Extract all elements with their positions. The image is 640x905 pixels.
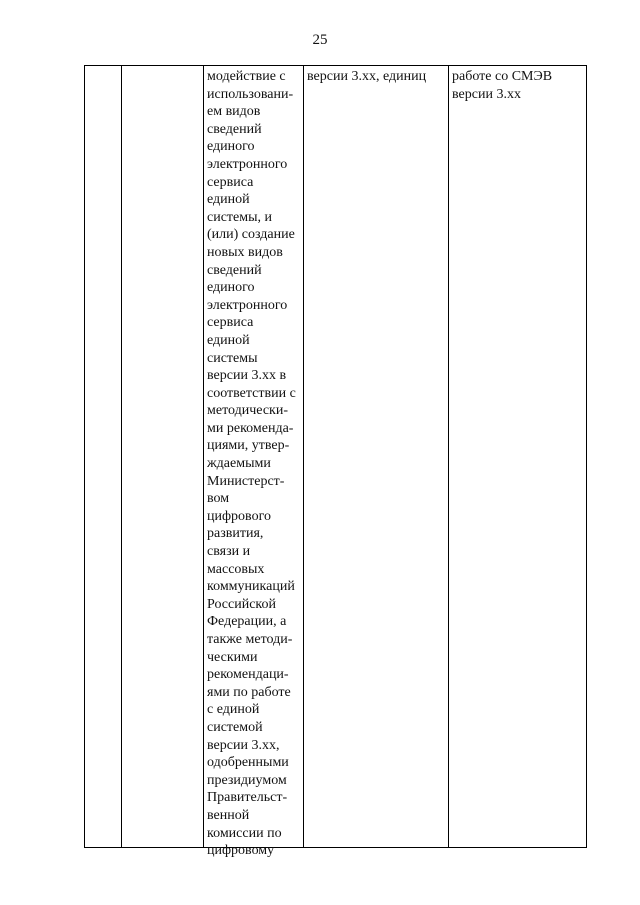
cell-line: рекомендаци- xyxy=(207,667,289,683)
cell-line: модействие с xyxy=(207,69,286,84)
cell-line: электронного xyxy=(207,156,288,172)
cell-line: массовых xyxy=(207,561,265,577)
document-table xyxy=(84,65,587,859)
cell-line: вом xyxy=(207,491,230,507)
cell-line: ми рекоменда- xyxy=(207,420,294,436)
cell-line: ждаемыми xyxy=(207,456,271,472)
cell-line: версии 3.хх в xyxy=(207,368,287,384)
cell-line: президиумом xyxy=(207,772,287,788)
cell-line: (или) создание xyxy=(207,227,295,243)
cell-line: единой xyxy=(207,192,250,208)
cell-line: системой xyxy=(207,719,263,735)
cell-line: использовани- xyxy=(207,86,294,102)
cell-line: циями, утвер- xyxy=(207,438,290,454)
cell-line: также методи- xyxy=(207,632,293,647)
table-bottom-border xyxy=(84,847,587,848)
cell-line: сведений xyxy=(207,121,262,137)
table-left-border xyxy=(84,65,85,848)
cell-line: цифрового xyxy=(207,508,271,524)
cell-line: версии 3.хх, xyxy=(207,737,280,753)
cell-line: развития, xyxy=(207,526,264,542)
cell-line: сервиса xyxy=(207,315,254,331)
cell-line: комиссии по xyxy=(207,825,282,841)
cell-line: версии 3.хх, единиц xyxy=(307,69,427,84)
cell-line: системы xyxy=(207,350,258,366)
cell-line: одобренными xyxy=(207,755,289,771)
column-divider-3 xyxy=(303,65,304,848)
cell-line: Федерации, а xyxy=(207,614,287,630)
cell-line: ческими xyxy=(207,649,258,665)
cell-line: методически- xyxy=(207,403,288,419)
cell-line: ями по работе xyxy=(207,684,291,700)
cell-line: работе со СМЭВ xyxy=(452,69,553,84)
cell-line: коммуникаций xyxy=(207,579,295,595)
cell-line: Министерст- xyxy=(207,473,285,489)
cell-line: цифровому xyxy=(207,843,275,859)
cell-line: единой xyxy=(207,332,250,348)
cell-line: единого xyxy=(207,280,255,296)
table-right-border xyxy=(586,65,587,848)
cell-line: версии 3.хх xyxy=(452,86,521,102)
cell-line: электронного xyxy=(207,297,288,313)
cell-line: связи и xyxy=(207,544,251,560)
cell-line: ем видов xyxy=(207,104,261,120)
table-top-border xyxy=(84,65,587,66)
table-cell-col3 xyxy=(207,68,296,860)
column-divider-1 xyxy=(121,65,122,848)
column-divider-2 xyxy=(203,65,204,848)
cell-line: единого xyxy=(207,139,255,155)
cell-line: Правительст- xyxy=(207,790,288,806)
cell-line: Российской xyxy=(207,596,276,612)
column-divider-4 xyxy=(448,65,449,848)
cell-line: сведений xyxy=(207,262,262,278)
table-cell-col5 xyxy=(452,68,552,103)
table-cell-col4 xyxy=(307,68,426,86)
cell-line: венной xyxy=(207,807,250,823)
cell-line: сервиса xyxy=(207,174,254,190)
cell-line: новых видов xyxy=(207,244,283,260)
cell-line: системы, и xyxy=(207,209,273,225)
cell-line: с единой xyxy=(207,702,260,718)
page-number: 25 xyxy=(312,32,328,48)
cell-line: соответствии с xyxy=(207,385,296,401)
